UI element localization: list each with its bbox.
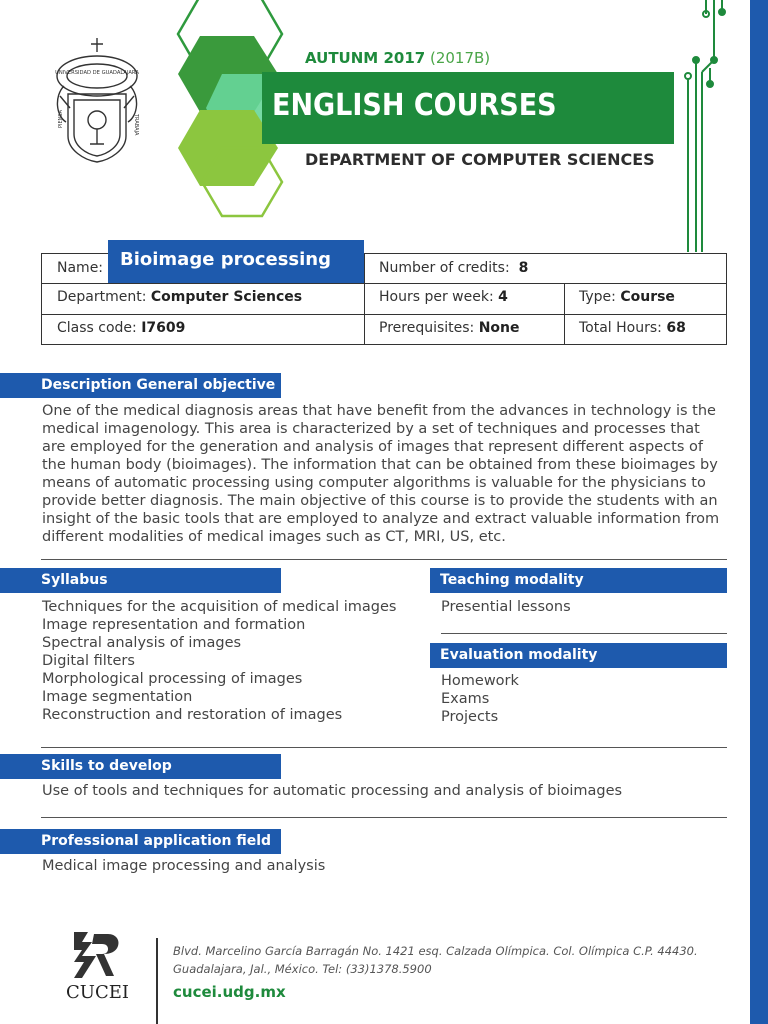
evaluation-item: Projects <box>441 709 499 725</box>
total-hours-cell <box>564 314 686 343</box>
skills-heading: Skills to develop <box>0 754 281 779</box>
type-label: Type: <box>579 289 616 305</box>
type-cell <box>564 283 675 312</box>
address-line-2: Guadalajara, Jal., México. Tel: (33)1378.5900 <box>173 962 432 976</box>
divider <box>41 559 727 560</box>
divider <box>441 633 727 634</box>
type-value: Course <box>620 289 675 305</box>
syllabus-item: Digital filters <box>42 653 135 669</box>
teaching-heading: Teaching modality <box>430 568 727 593</box>
course-name: Bioimage processing <box>108 240 364 283</box>
syllabus-item: Image segmentation <box>42 689 193 705</box>
cucei-logo-text: CUCEI <box>66 982 129 1003</box>
syllabus-item: Spectral analysis of images <box>42 635 242 651</box>
hours-cell <box>364 283 508 312</box>
professional-heading: Professional application field <box>0 829 281 854</box>
teaching-item: Presential lessons <box>441 599 571 615</box>
skills-text: Use of tools and techniques for automatic processing and analysis of bioimages <box>42 783 623 799</box>
teaching-list <box>441 598 731 616</box>
description-heading: Description General objective <box>0 373 281 398</box>
syllabus-item: Image representation and formation <box>42 617 306 633</box>
prereq-label: Prerequisites: <box>379 320 475 336</box>
name-label: Name: <box>57 260 104 276</box>
evaluation-item: Homework <box>441 673 519 689</box>
syllabus-item: Techniques for the acquisition of medical images <box>42 599 397 615</box>
seal-motto-left: PIENSA <box>58 109 64 128</box>
page-title: ENGLISH COURSES <box>272 88 557 123</box>
credits-cell <box>364 254 528 283</box>
term-code: (2017B) <box>429 49 491 67</box>
description-line: are employed for the generation and analysis of images that represent different aspects of <box>42 439 703 455</box>
right-accent-bar <box>750 0 768 1024</box>
seal-motto-right: TRABAJA <box>133 114 139 136</box>
syllabus-item: Reconstruction and restoration of images <box>42 707 343 723</box>
syllabus-heading: Syllabus <box>0 568 281 593</box>
prereq-value: None <box>478 320 520 336</box>
total-hours-label: Total Hours: <box>579 320 662 336</box>
seal-ring-text: UNIVERSIDAD DE GUADALAJARA <box>55 70 139 76</box>
evaluation-item: Exams <box>441 691 490 707</box>
hours-label: Hours per week: <box>379 289 494 305</box>
description-line: insight of the basic tools that are employed to analyze and extract valuable information from <box>42 511 720 527</box>
department-cell <box>42 283 302 312</box>
footer-divider <box>156 938 158 1024</box>
syllabus-list <box>42 598 422 724</box>
code-cell <box>42 314 185 343</box>
address-line-1: Blvd. Marcelino García Barragán No. 1421 esq. Calzada Olímpica. Col. Olímpica C.P. 44430. <box>173 944 698 958</box>
department-heading: DEPARTMENT OF COMPUTER SCIENCES <box>305 150 655 169</box>
university-seal <box>52 36 142 164</box>
description-line: means of automatic processing using computer algorithms is valuable for the physicians to <box>42 475 706 491</box>
evaluation-list <box>441 672 731 726</box>
description-line: provide better diagnosis. The main objective of this course is to provide the students with an <box>42 493 718 509</box>
description-text <box>42 402 732 546</box>
header-term <box>305 49 490 67</box>
code-label: Class code: <box>57 320 137 336</box>
credits-value: 8 <box>518 260 529 276</box>
code-value: I7609 <box>141 320 186 336</box>
evaluation-heading: Evaluation modality <box>430 643 727 668</box>
website-link[interactable]: cucei.udg.mx <box>173 983 286 1001</box>
cucei-logo-icon <box>62 930 124 980</box>
circuit-decoration <box>676 0 750 255</box>
divider <box>41 817 727 818</box>
prereq-cell <box>364 314 520 343</box>
footer-address <box>173 942 698 978</box>
syllabus-item: Morphological processing of images <box>42 671 303 687</box>
seal-cross <box>91 38 103 52</box>
credits-label: Number of credits: <box>379 260 510 276</box>
term-label: AUTUNM 2017 <box>305 49 426 67</box>
department-label: Department: <box>57 289 147 305</box>
description-line: the human body (bioimages). The information that can be obtained from these bioimages by <box>42 457 718 473</box>
description-line: medical imagenology. This area is characterized by a set of techniques and processes that <box>42 421 700 437</box>
professional-text: Medical image processing and analysis <box>42 858 326 874</box>
hours-value: 4 <box>498 289 508 305</box>
department-value: Computer Sciences <box>150 289 303 305</box>
description-line: One of the medical diagnosis areas that have benefit from the advances in technology is the <box>42 403 716 419</box>
description-line: different modalities of medical images such as CT, MRI, US, etc. <box>42 529 506 545</box>
divider <box>41 747 727 748</box>
total-hours-value: 68 <box>666 320 686 336</box>
